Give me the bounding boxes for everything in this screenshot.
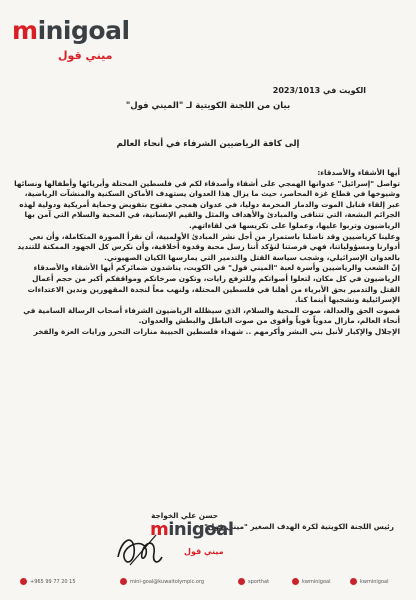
footer-social-3: kwminigoal [350, 578, 389, 585]
social-icon [238, 578, 245, 585]
salutation: أيها الأشقاء والأصدقاء: [317, 168, 400, 177]
letter-body [14, 168, 400, 338]
logo-arabic: ميني قول [58, 49, 113, 62]
signatory-name: حسن علي الخواجة [151, 511, 218, 520]
footer-social-1: sporthat [238, 578, 269, 585]
footer-contact-bar [0, 578, 416, 592]
paragraph-1: تواصل "إسرائيل" عدوانها الهمجي على أشقاء وأصدقاء لكم في فلسطين المحتلة وأبريائها وأطفالها ونسائها وشيوخها في قطاع غزة المحاصر، حيث ما يزال هذا العدوان يستهدف الأماكن السكنية والمنشآت الرياضية، عبر إلقاء قنابل الموت والدمار المحرمة دوليا، في عدوان همجي مفتوح بتفويض وحماية أمريكية ودولية لهذه الجرائم البشعة، التي تتنافى والمبادئ والأهداف والمثل والقيم الإنسانية، في المحبة والسلام التي آمن بها الرياضيون وتربوا عليها، وعملوا على تكريسها في لقاءاتهم. [14, 178, 400, 230]
phone-icon [20, 578, 27, 585]
footer-social-2: kwminigoal [292, 578, 331, 585]
footer-phone: +965 99 77 20 15 [20, 578, 76, 585]
social-icon [350, 578, 357, 585]
social-icon [292, 578, 299, 585]
signatory-position: رئيس اللجنة الكويتية لكرة الهدف الصغير "ميني قول" [204, 522, 394, 531]
paragraph-5: الإجلال والإكبار لأنبل بني البشر وأكرمهم .. شهداء فلسطين الحبيبة منارات التحرر ورايات العزة والفخر [33, 326, 400, 336]
footer-email: mini-goal@kuwaitolympic.org [120, 578, 204, 585]
letter-recipients: إلى كافة الرياضيين الشرفاء في أنحاء العالم [116, 139, 300, 149]
letter-date: الكويت في 2023/1013 [272, 86, 366, 95]
paragraph-4: فصوت الحق والعدالة، صوت المحبة والسلام، الذي سيظلله الرياضيون الشرفاء أصحاب الرسالة السامية في أنحاء العالم، مازال مدوياً قوياً وأقوى من صوت الباطل والبطش والعدوان. [23, 305, 400, 326]
paragraph-3: إنّ الشعب والرياضيين وأسرة لعبة "الميني فول" في الكويت، يناشدون ضمائركم أيها الأشقاء والأصدقاء الرياضيون في كل مكان، لتعلوا أصواتكم وللترفع رايات، وتكون صرخاتكم ومواقفكم أكبر من حجم أعمال القتل والتدمير بحق الأبرياء من أهلنا في فلسطين المحتلة، ولنهب معاً لنجدة المقهورين وندين الاعتداءات الإسرائيلية ونشجبها أينما كنا. [27, 263, 400, 305]
logo-letter-m: m [12, 16, 38, 45]
logo-wordmark: inigoal [37, 16, 130, 45]
paragraph-2: وعلينا كرياضيين وقد ناضلنا باستمرار من أجل نشر المبادئ الأولمبية، أن نقرأ الصورة المتكاملة، وأن نعي أدوارنا ومسؤولياتنا، فهي فرصتنا لنؤكد أننا رسل محبة وقدوة أخلاقية، وأن نكرس كل الجهود الممكنة للتنديد بالعدوان الإسرائيلي، وشجب سياسة القتل والتدمير التي يمارسها الكيان الصهيوني. [17, 231, 400, 262]
letter-title: بيان من اللجنة الكويتية لـ "الميني فول" [125, 101, 291, 111]
minigoal-logo [12, 18, 132, 63]
email-icon [120, 578, 127, 585]
minigoal-logo-bottom: minigoal ميني قول [150, 519, 234, 556]
handwritten-signature [112, 527, 166, 573]
